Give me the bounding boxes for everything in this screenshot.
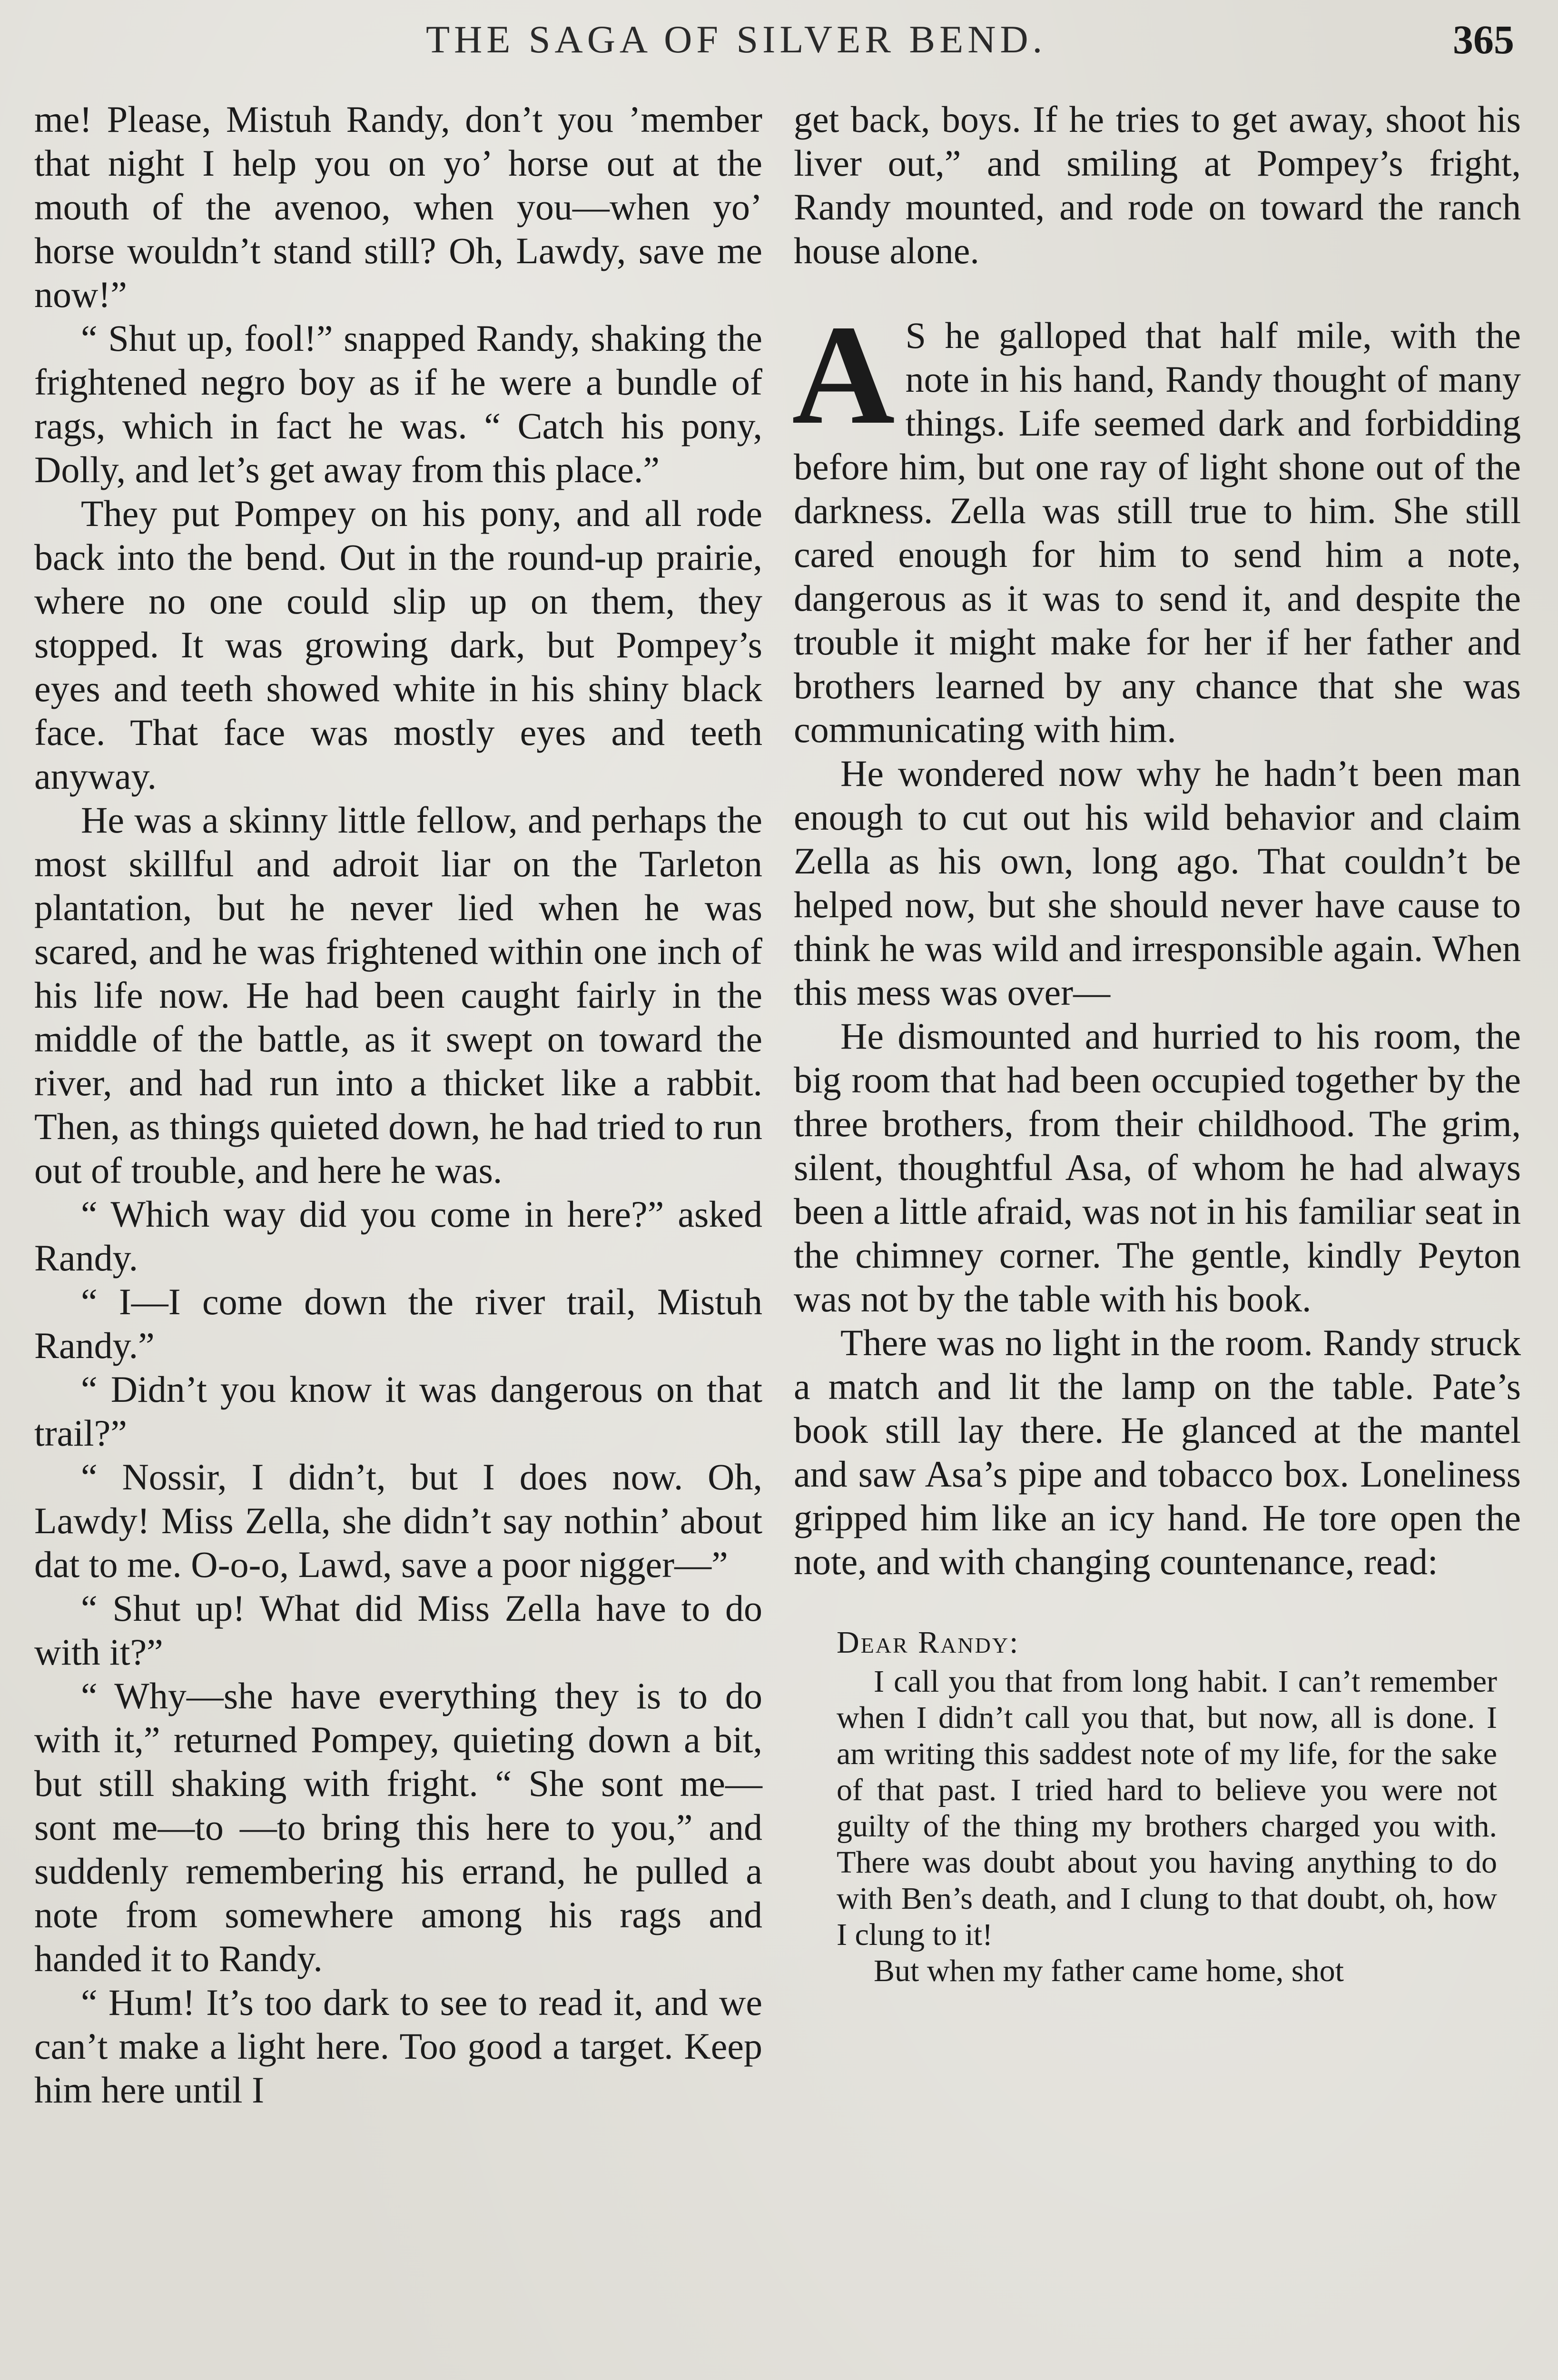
paragraph: “ Shut up! What did Miss Zella have to do with it?” [34, 1587, 762, 1673]
paragraph: He dismounted and hurried to his room, the big room that had been occupied together by the three brothers, from their childhood. The grim, silent, thoughtful Asa, of whom he had always been a little afraid, was not in his familiar seat in the chimney corner. The gentle, kindly Peyton was not by the table with his book. [794, 1015, 1521, 1319]
section-opening-paragraph [792, 296, 1521, 752]
page-number: 365 [1453, 17, 1514, 62]
paragraph: “ Nossir, I didn’t, but I does now. Oh, Lawdy! Miss Zella, she didn’t say nothin’ about dat to me. O-o-o, Lawd, save a poor nigger—” [34, 1456, 762, 1585]
letter-paragraph: I call you that from long habit. I can’t remember when I didn’t call you that, but now, all is done. I am writing this saddest note of my life, for the sake of that past. I tried hard to believe you were not guilty of the thing my brothers charged you with. There was doubt about you having anything to do with Ben’s death, and I clung to that doubt, oh, how I clung to it! [837, 1664, 1497, 1952]
running-head [0, 13, 1558, 66]
paragraph: He was a skinny little fellow, and perhaps the most skillful and adroit liar on the Tarleton plantation, but he never lied when he was scared, and he was frightened within one inch of his life now. He had been caught fairly in the middle of the battle, as it swept on toward the river, and had run into a thicket like a rabbit. Then, as things quieted down, he had tried to run out of trouble, and here he was. [34, 799, 762, 1191]
section-opening-text: S he galloped that half mile, with the note in his hand, Randy thought of many things. Life seemed dark and forbidding before him, but one ray of light shone out of the darkness. Zella was still true to him. She still cared enough for him to send him a note, dangerous as it was to send it, and despite the trouble it might make for her if her father and brothers learned by any chance that she was communicating with him. [794, 315, 1521, 750]
letter-salutation: Dear Randy: [837, 1625, 1020, 1660]
right-column [794, 98, 1521, 1989]
drop-cap: A [792, 296, 895, 454]
paragraph: There was no light in the room. Randy struck a match and lit the lamp on the table. Pate’s book still lay there. He glanced at the mantel and saw Asa’s pipe and tobacco box. Loneliness gripped him like an icy hand. He tore open the note, and with changing countenance, read: [794, 1322, 1521, 1582]
paragraph: me! Please, Mistuh Randy, don’t you ’member that night I help you on yo’ horse out at the mouth of the avenoo, when you—when yo’ horse wouldn’t stand still? Oh, Lawdy, save me now!” [34, 99, 762, 315]
paragraph-continuation: get back, boys. If he tries to get away, shoot his liver out,” and smiling at Pompey’s fright, Randy mounted, and rode on toward the ranch house alone. [794, 99, 1521, 271]
paragraph: They put Pompey on his pony, and all rode back into the bend. Out in the round-up prairie, where no one could slip up on them, they stopped. It was growing dark, but Pompey’s eyes and teeth showed white in his shiny black face. That face was mostly eyes and teeth anyway. [34, 493, 762, 797]
paragraph: “ Which way did you come in here?” asked Randy. [34, 1193, 762, 1279]
paragraph: “ I—I come down the river trail, Mistuh Randy.” [34, 1281, 762, 1366]
quoted-letter [837, 1625, 1497, 1989]
paragraph: “ Didn’t you know it was dangerous on that trail?” [34, 1368, 762, 1454]
paragraph: “ Hum! It’s too dark to see to read it, and we can’t make a light here. Too good a target. Keep him here until I [34, 1982, 762, 2111]
paragraph: “ Why—she have everything they is to do with it,” returned Pompey, quieting down a bit, but still shaking with fright. “ She sont me—sont me—to —to bring this here to you,” and suddenly remembering his errand, he pulled a note from somewhere among his rags and handed it to Randy. [34, 1675, 762, 1979]
paragraph: “ Shut up, fool!” snapped Randy, shaking the frightened negro boy as if he were a bundle of rags, which in fact he was. “ Catch his pony, Dolly, and let’s get away from this place.” [34, 317, 762, 490]
running-title: THE SAGA OF SILVER BEND. [426, 18, 1047, 61]
letter-paragraph: But when my father came home, shot [874, 1954, 1344, 1988]
paragraph: He wondered now why he hadn’t been man enough to cut out his wild behavior and claim Zella as his own, long ago. That couldn’t be helped now, but she should never have cause to think he was wild and irresponsible again. When this mess was over— [794, 753, 1521, 1013]
left-column [34, 98, 762, 2112]
